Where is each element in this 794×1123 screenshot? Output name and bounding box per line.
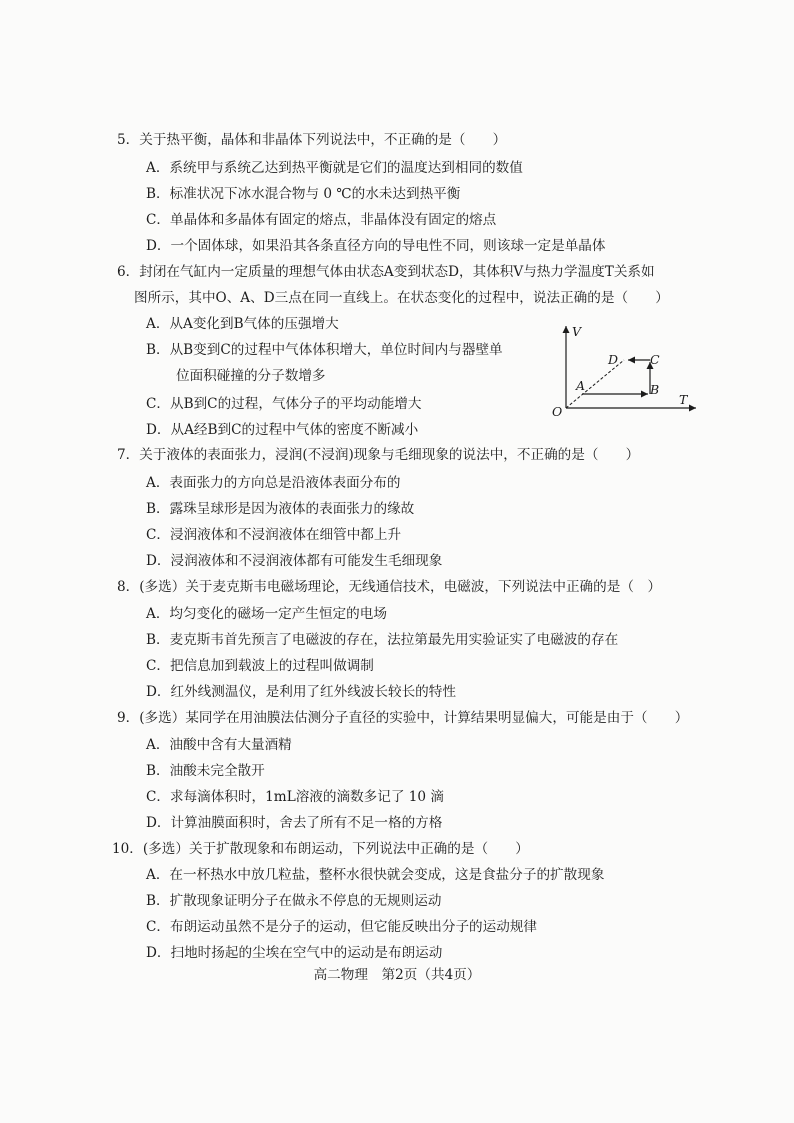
question-5-stem: 5．关于热平衡，晶体和非晶体下列说法中，不正确的是（ ） [117,132,507,148]
question-5-option-c: C．单晶体和多晶体有固定的熔点，非晶体没有固定的熔点 [146,212,497,228]
question-9-option-b: B．油酸未完全散开 [146,763,265,779]
question-7-stem: 7．关于液体的表面张力，浸润(不浸润)现象与毛细现象的说法中，不正确的是（ ） [117,447,640,463]
question-5-option-a: A．系统甲与系统乙达到热平衡就是它们的温度达到相同的数值 [146,160,523,176]
question-7-option-a: A．表面张力的方向总是沿液体表面分布的 [146,475,401,491]
vt-diagram [548,320,708,430]
question-8-stem: 8．(多选）关于麦克斯韦电磁场理论，无线通信技术，电磁波，下列说法中正确的是（ ） [117,579,662,595]
label-a: A [576,378,586,393]
label-t: T [679,392,688,407]
label-b: B [650,382,660,397]
question-8-option-c: C．把信息加到载波上的过程叫做调制 [146,658,374,674]
question-6-option-a: A．从A变化到B气体的压强增大 [146,316,339,332]
question-6-stem-line2: 图所示，其中O、A、D三点在同一直线上。在状态变化的过程中，说法正确的是（ ） [134,290,669,306]
question-6-option-b-cont: 位面积碰撞的分子数增多 [176,368,326,384]
question-6-option-b: B．从B变到C的过程中气体体积增大，单位时间内与器壁单 [146,342,503,358]
question-9-option-c: C．求每滴体积时，1mL溶液的滴数多记了 10 滴 [146,789,444,805]
question-7-option-c: C．浸润液体和不浸润液体在细管中都上升 [146,527,402,543]
question-6-stem-line1: 6．封闭在气缸内一定质量的理想气体由状态A变到状态D，其体积V与热力学温度T关系如 [117,264,655,280]
question-8-option-d: D．红外线测温仪，是利用了红外线波长较长的特性 [146,684,456,700]
label-d: D [608,352,619,367]
question-9-option-d: D．计算油膜面积时，舍去了所有不足一格的方格 [146,815,443,831]
label-v: V [572,324,582,339]
page-footer: 高二物理 第2页（共4页） [313,967,481,983]
question-10-option-a: A．在一杯热水中放几粒盐，整杯水很快就会变成，这是食盐分子的扩散现象 [146,867,605,883]
label-c: C [650,352,660,367]
question-9-option-a: A．油酸中含有大量酒精 [146,737,292,753]
question-8-option-b: B．麦克斯韦首先预言了电磁波的存在，法拉第最先用实验证实了电磁波的存在 [146,632,619,648]
question-9-stem: 9．(多选）某同学在用油膜法估测分子直径的实验中，计算结果明显偏大，可能是由于（ ） [117,710,689,726]
question-5-option-b: B．标准状况下冰水混合物与 0 ℃的水未达到热平衡 [146,186,461,202]
label-o: O [552,404,563,419]
question-5-option-d: D．一个固体球，如果沿其各条直径方向的导电性不同，则该球一定是单晶体 [146,238,606,254]
question-7-option-d: D．浸润液体和不浸润液体都有可能发生毛细现象 [146,553,443,569]
question-8-option-a: A．均匀变化的磁场一定产生恒定的电场 [146,606,387,622]
question-10-option-d: D．扫地时扬起的尘埃在空气中的运动是布朗运动 [146,945,443,961]
o-d-dashed-line [566,360,624,408]
question-10-option-b: B．扩散现象证明分子在做永不停息的无规则运动 [146,893,442,909]
question-10-option-c: C．布朗运动虽然不是分子的运动，但它能反映出分子的运动规律 [146,919,538,935]
question-10-stem: 10．(多选）关于扩散现象和布朗运动，下列说法中正确的是（ ） [112,841,529,857]
question-7-option-b: B．露珠呈球形是因为液体的表面张力的缘故 [146,501,415,517]
question-6-option-c: C．从B到C的过程，气体分子的平均动能增大 [146,396,422,412]
question-6-option-d: D．从A经B到C的过程中气体的密度不断减小 [146,422,419,438]
